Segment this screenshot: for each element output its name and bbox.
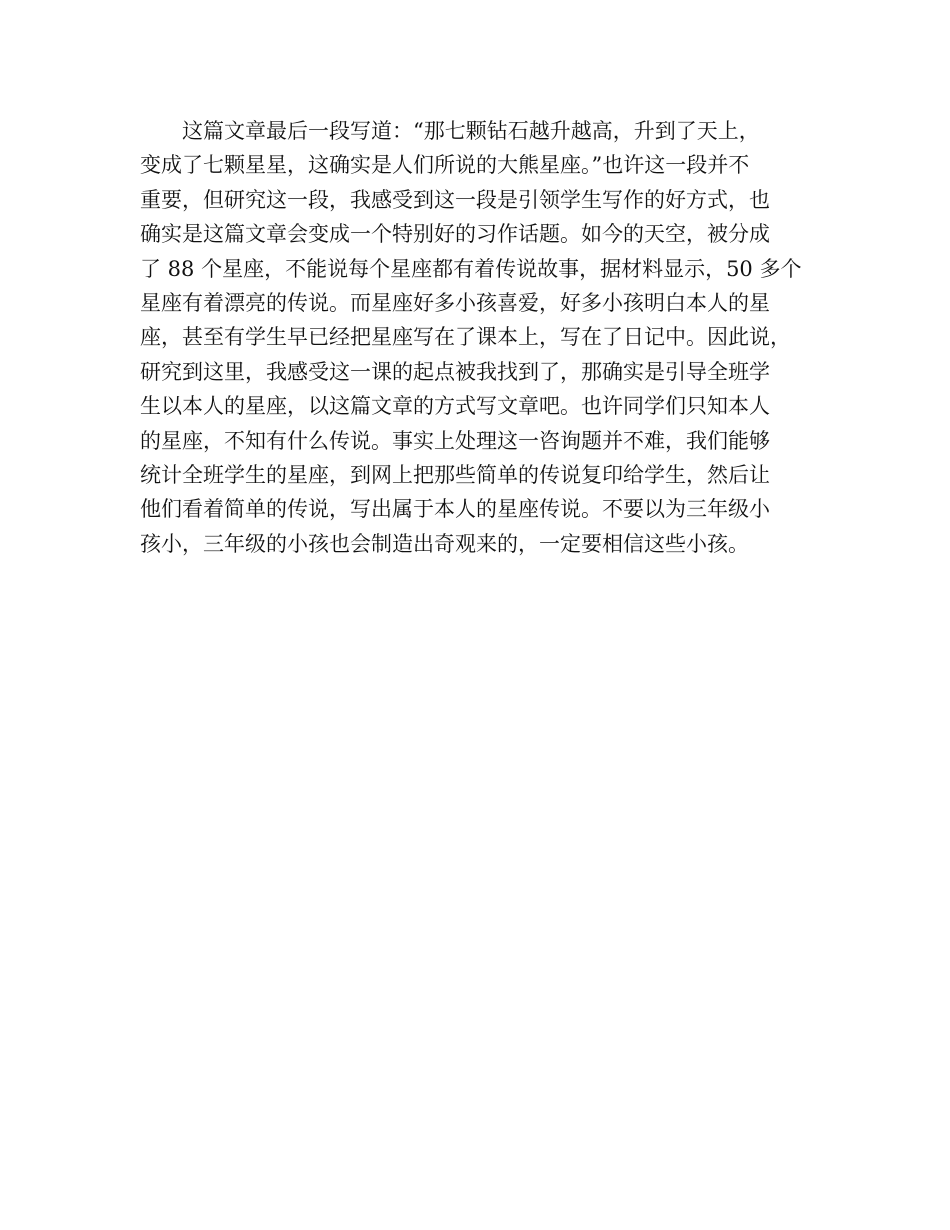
paragraph-line: 统计全班学生的星座，到网上把那些简单的传说复印给学生，然后让 [140,462,770,487]
paragraph-line: 座，甚至有学生早已经把星座写在了课本上，写在了日记中。因此说， [140,325,791,350]
paragraph-line: 确实是这篇文章会变成一个特别好的习作话题。如今的天空，被分成 [140,222,770,247]
paragraph-line: 了 88 个星座，不能说每个星座都有着传说故事，据材料显示，50 多个 [140,256,802,281]
paragraph-line: 他们看着简单的传说，写出属于本人的星座传说。不要以为三年级小 [140,497,770,522]
paragraph-line: 的星座，不知有什么传说。事实上处理这一咨询题并不难，我们能够 [140,428,770,453]
paragraph-line: 重要，但研究这一段，我感受到这一段是引领学生写作的好方式，也 [140,187,770,212]
paragraph-line: 研究到这里，我感受这一课的起点被我找到了，那确实是引导全班学 [140,359,770,384]
paragraph-line: 这篇文章最后一段写道：“那七颗钻石越升越高，升到了天上， [182,119,760,143]
paragraph-line: 变成了七颗星星，这确实是人们所说的大熊星座。”也许这一段并不 [140,153,750,178]
body-paragraph [140,114,840,561]
paragraph-line: 星座有着漂亮的传说。而星座好多小孩喜爱，好多小孩明白本人的星 [140,290,770,315]
paragraph-line: 生以本人的星座，以这篇文章的方式写文章吧。也许同学们只知本人 [140,394,770,419]
paragraph-line: 孩小，三年级的小孩也会制造出奇观来的，一定要相信这些小孩。 [140,531,749,556]
